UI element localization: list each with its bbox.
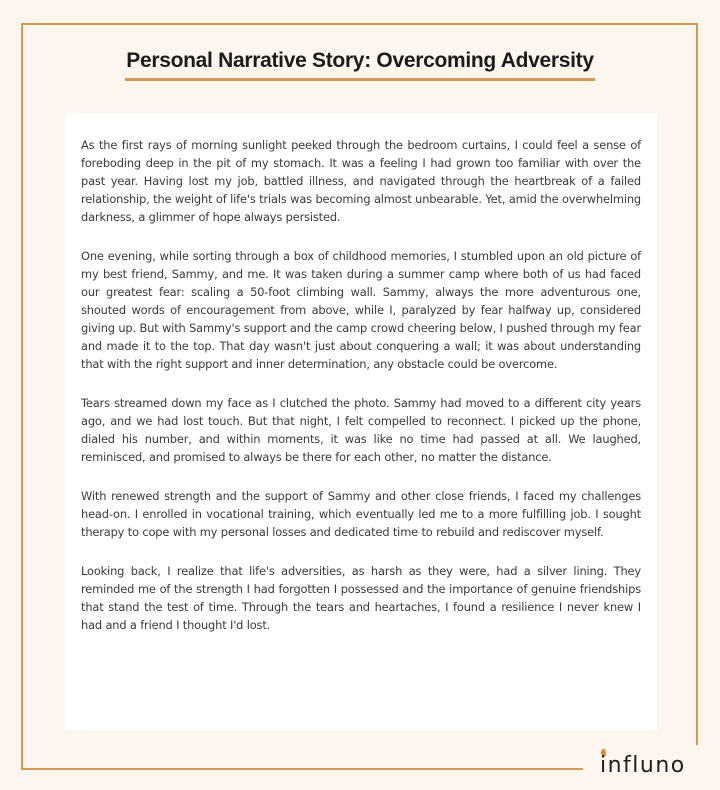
frame-border-left xyxy=(21,23,23,770)
story-paragraph-3: Tears streamed down my face as I clutched the photo. Sammy had moved to a different city years ago, and we had lost touch. But that night, I felt compelled to reconnect. I picked up the phone, dialed his number, and within moments, it was like no time had passed at all. We laughed, reminisced, and promised to always be there for each other, no matter the distance. xyxy=(81,396,641,464)
frame-border-right xyxy=(696,23,698,745)
frame-border-top xyxy=(21,23,698,25)
title-container xyxy=(0,48,720,81)
story-text-panel xyxy=(65,113,657,730)
story-paragraph-4: With renewed strength and the support of Sammy and other close friends, I faced my challenges head-on. I enrolled in vocational training, which eventually led me to a more fulfilling job. I sought therapy to cope with my personal losses and dedicated time to rebuild and rediscover myself. xyxy=(81,489,641,539)
story-paragraph-5: Looking back, I realize that life's adversities, as harsh as they were, had a silver lining. They reminded me of the strength I had forgotten I possessed and the importance of genuine friendships that stand the test of time. Through the tears and heartaches, I found a resilience I never knew I had and a friend I thought I'd lost. xyxy=(81,564,641,632)
brand-logo-text: influno xyxy=(600,753,686,778)
brand-logo xyxy=(600,752,700,782)
page-title: Personal Narrative Story: Overcoming Adversity xyxy=(125,48,594,81)
story-paragraph-2: One evening, while sorting through a box of childhood memories, I stumbled upon an old picture of my best friend, Sammy, and me. It was taken during a summer camp where both of us had faced our greatest fear: scaling a 50-foot climbing wall. Sammy, always the more adventurous one, shouted words of encouragement from above, while I, paralyzed by fear halfway up, considered giving up. But with Sammy's support and the camp crowd cheering below, I pushed through my fear and made it to the top. That day wasn't just about conquering a wall; it was about understanding that with the right support and inner determination, any obstacle could be overcome. xyxy=(81,249,641,371)
frame-border-bottom xyxy=(21,768,583,770)
story-paragraph-1: As the first rays of morning sunlight peeked through the bedroom curtains, I could feel a sense of foreboding deep in the pit of my stomach. It was a feeling I had grown too familiar with over the past year. Having lost my job, battled illness, and navigated through the heartbreak of a failed relationship, the weight of life's trials was becoming almost unbearable. Yet, amid the overwhelming darkness, a glimmer of hope always persisted. xyxy=(81,138,641,224)
